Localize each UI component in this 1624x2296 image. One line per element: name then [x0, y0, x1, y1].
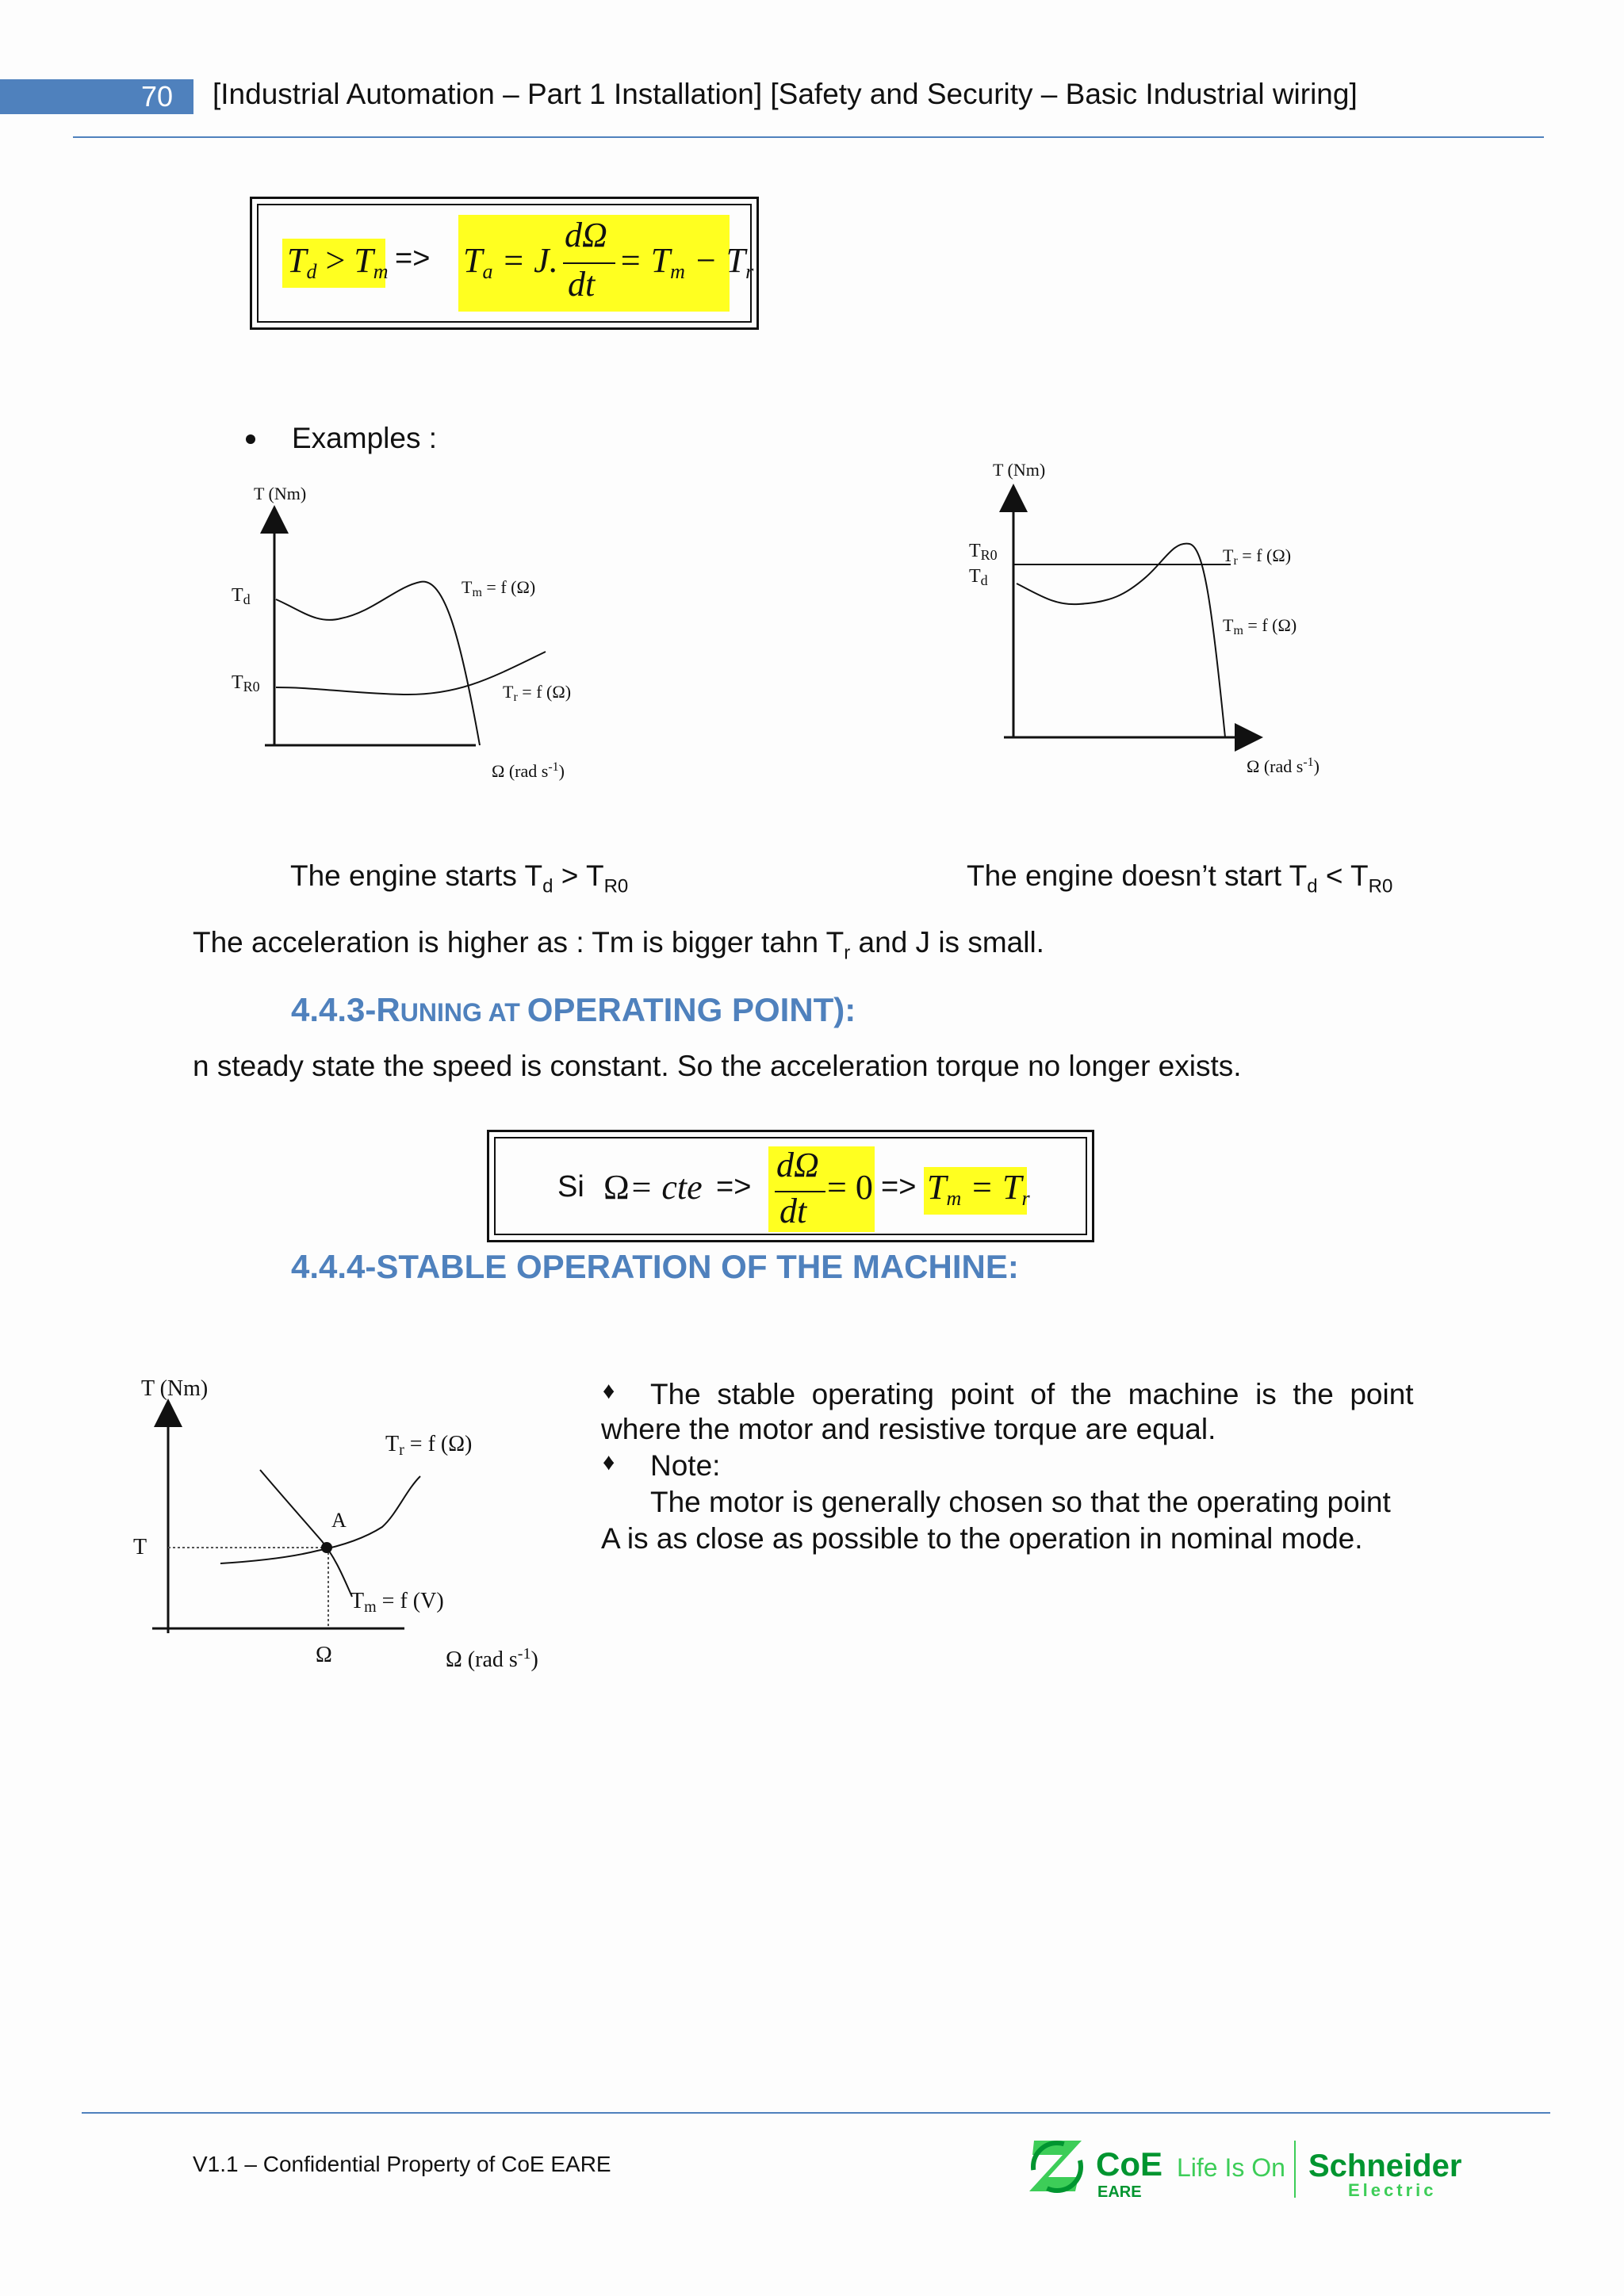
examples-label: Examples : [292, 422, 438, 454]
footer-rule [82, 2112, 1550, 2114]
chart3-x-label: Ω (rad $s^{-1}$) [446, 1645, 538, 1672]
chart1-tm-label: Tm = f (Ω) [462, 577, 536, 599]
formula1-numerator: dΩ [565, 216, 607, 254]
chart3-tr-label: Tr = f (Ω) [385, 1432, 473, 1459]
chart-stable-operation [127, 1372, 571, 1689]
chart2-tm-curve [1017, 544, 1225, 737]
chart1-tr-label: Tr = f (Ω) [503, 682, 572, 704]
logo-coe: CoE [1096, 2145, 1162, 2183]
footer-text: V1.1 – Confidential Property of CoE EARE [193, 2152, 611, 2176]
header-rule [73, 136, 1544, 138]
formula2-denominator: dt [779, 1192, 807, 1230]
chart2-tr0: TR0 [969, 541, 998, 563]
chart2-y-label: T (Nm) [993, 460, 1046, 480]
chart3-tm-label: Tm = f (V) [350, 1589, 444, 1616]
note-line2: A is as close as possible to the operation in nominal mode. [601, 1522, 1363, 1555]
chart1-tm-curve [276, 582, 480, 745]
chart-engine-no-start [952, 452, 1364, 785]
formula2-numerator: dΩ [776, 1146, 819, 1184]
caption-engine-no-start: The engine doesn’t start $T_d < T_{R0}$ [967, 859, 1393, 897]
formula-box-1 [250, 197, 759, 330]
formula2-si: Si [557, 1170, 584, 1203]
formula1-lhs: $T_d > T_m$ [287, 241, 389, 283]
chart-engine-starts [214, 476, 626, 793]
formula2-eq0: = 0 [827, 1168, 873, 1207]
chart1-x-label: Ω (rad $s^{-1}$) [492, 760, 565, 781]
note-label: Note: [650, 1449, 721, 1482]
diamond-bullet-1: ♦ [603, 1378, 615, 1404]
stable-text-line2: where the motor and resistive torque are equal. [601, 1413, 1216, 1445]
diamond-bullet-2: ♦ [603, 1449, 615, 1475]
logo-electric: Electric [1348, 2180, 1437, 2200]
formula2-arrow2: => [881, 1170, 917, 1203]
section-443-heading: 4.4.3-RUNING AT OPERATING POINT): [291, 991, 856, 1028]
chart1-tr0: TR0 [232, 672, 260, 695]
chart1-td: Td [232, 585, 251, 607]
logo-schneider: Schneider [1308, 2149, 1462, 2183]
chart2-x-label: Ω (rad $s^{-1}$) [1247, 756, 1320, 776]
section-444-heading: 4.4.4-STABLE OPERATION OF THE MACHINE: [291, 1248, 1019, 1285]
chart3-tr-curve [220, 1476, 420, 1563]
chart3-y-label: T (Nm) [141, 1376, 209, 1401]
note-line1: The motor is generally chosen so that the operating point [650, 1486, 1391, 1518]
formula1-ta: $T_a = J$. [463, 241, 558, 283]
formula2-rhs: $T_m = T_r$ [927, 1168, 1030, 1210]
chart3-point-label: A [331, 1509, 347, 1532]
formula1-rhs: = $T_m - T_r$ [619, 241, 754, 283]
chart2-tm-label: Tm = f (Ω) [1223, 615, 1297, 637]
stable-text-line1: The stable operating point of the machine is the point [650, 1378, 1414, 1410]
formula2-omega: Ω= cte [603, 1168, 703, 1207]
steady-state-text: n steady state the speed is constant. So the acceleration torque no longer exists. [193, 1050, 1242, 1082]
chart3-tm-curve [260, 1470, 352, 1597]
formula2-arrow1: => [716, 1170, 752, 1203]
chart3-operating-point [321, 1542, 332, 1553]
caption-engine-starts: The engine starts $T_d > T_{R0}$ [290, 859, 629, 897]
acceleration-note: The acceleration is higher as : Tm is bigger tahn $T_r$ and J is small. [193, 926, 1044, 964]
chart2-tr-label: Tr = f (Ω) [1223, 545, 1292, 568]
chart3-omega-label: Ω [316, 1643, 332, 1667]
logo-divider [1294, 2141, 1296, 2198]
chart1-y-label: T (Nm) [254, 484, 307, 503]
formula1-denominator: dt [568, 265, 596, 304]
header-title: [Industrial Automation – Part 1 Installation] [Safety and Security – Basic Industrial wiring] [213, 78, 1358, 110]
formula-box-2 [487, 1130, 1094, 1242]
chart2-td: Td [969, 566, 988, 588]
coe-logo-icon [1023, 2133, 1091, 2201]
logo-eare: EARE [1097, 2183, 1142, 2201]
formula1-arrow: => [395, 242, 431, 275]
page-number: 70 [0, 79, 193, 114]
chart3-t-label: T [133, 1535, 147, 1559]
bullet-dot [246, 434, 255, 444]
logo-life-is-on: Life Is On [1177, 2153, 1285, 2182]
